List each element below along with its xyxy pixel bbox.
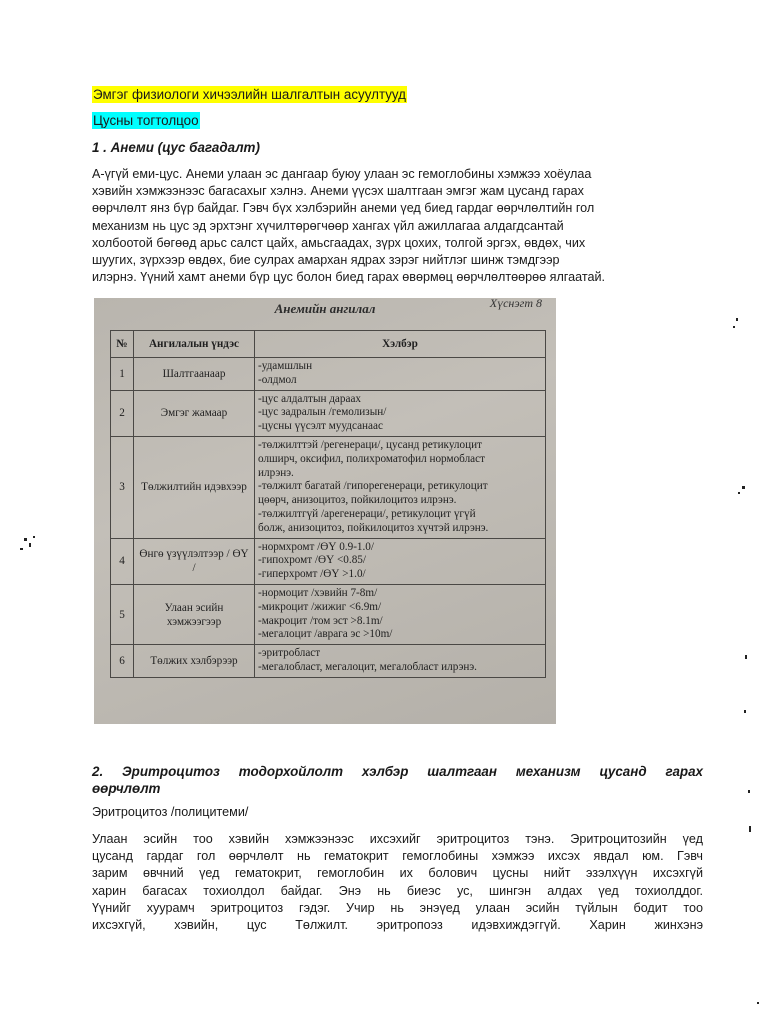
form-item: -төлжилттэй /регенераци/, цусанд ретикулоцит xyxy=(258,438,482,451)
scan-speck xyxy=(20,548,23,550)
paragraph-line: шуугих, зүрхээр өвдөх, бие сулрах амархан ядрах зэрэг нийтлэг шинж тэмдгээр xyxy=(92,253,560,268)
row-basis: Эмгэг жамаар xyxy=(134,390,255,436)
paragraph-line: өөрчлөлт янз бүр байдаг. Гэвч бүх хэлбэрийн анеми үед биед гардаг өөрчлөлтийн гол xyxy=(92,201,595,216)
scan-speck xyxy=(24,538,27,541)
table-row xyxy=(111,538,546,584)
form-item: -нормоцит /хэвийн 7-8m/ xyxy=(258,586,378,599)
row-number: 5 xyxy=(111,584,134,644)
scan-speck xyxy=(736,318,738,321)
form-item: -мегалоцит /аврага эс >10m/ xyxy=(258,628,393,641)
row-basis: Өнгө үзүүлэлтээр / ӨҮ / xyxy=(134,538,255,584)
row-number: 6 xyxy=(111,645,134,678)
scan-speck xyxy=(757,1002,759,1004)
form-item: -удамшлын xyxy=(258,360,313,372)
scan-speck xyxy=(745,655,747,659)
scan-speck xyxy=(749,826,751,832)
form-item: -төлжилт багатай /гипорегенераци, ретикулоцит xyxy=(258,480,488,493)
row-forms xyxy=(255,584,546,644)
table-caption: Анемийн ангилал xyxy=(274,301,376,316)
paragraph-line: харин багасах тохиолдол байдаг. Энэ нь биеэс ус, шингэн алдах үед тохиолддог. xyxy=(92,883,703,898)
question-1-heading: 1 . Анеми (цус багадалт) xyxy=(92,140,260,155)
form-item: -цусны үүсэлт муудсанаас xyxy=(258,420,383,433)
question-1-paragraph xyxy=(92,166,682,286)
form-item: -макроцит /том эст >8.1m/ xyxy=(258,614,383,627)
table-row xyxy=(111,358,546,391)
table-row xyxy=(111,390,546,436)
header-number: № xyxy=(111,331,134,358)
table-row xyxy=(111,584,546,644)
row-basis: Улаан эсийн хэмжээгээр xyxy=(134,584,255,644)
form-item: -микроцит /жижиг <6.9m/ xyxy=(258,600,382,613)
paragraph-line: холбоотой бөгөөд арьс салст цайх, амьсгаадах, зүрх цохих, толгой эргэх, өвдөх, чих xyxy=(92,235,586,250)
paragraph-line: механизм нь цус эд эрхтэнг хүчилтөрөгчөөр хангах үйл ажиллагаа алдагдсантай xyxy=(92,218,564,233)
form-item: -цус алдалтын дараах xyxy=(258,392,362,405)
row-forms xyxy=(255,538,546,584)
question-2-heading xyxy=(92,763,703,797)
table-header-row xyxy=(111,331,546,358)
row-forms xyxy=(255,358,546,391)
row-basis: Төлжилтийн идэвхээр xyxy=(134,436,255,538)
anemia-classification-table xyxy=(110,330,546,678)
paragraph-line: цусанд гардаг гол өөрчлөлт нь гематокрит гемоглобины хэмжээ ихсэх явдал юм. Гэвч xyxy=(92,849,703,864)
question-2-subheading: Эритроцитоз /полицитеми/ xyxy=(92,805,249,819)
form-item: -гипохромт /ӨҮ <0.85/ xyxy=(258,554,366,567)
document-title: Эмгэг физиологи хичээлийн шалгалтын асуултууд xyxy=(93,87,406,102)
question-2-paragraph xyxy=(92,831,703,934)
row-basis: Шалтгаанаар xyxy=(134,358,255,391)
paragraph-line: хэвийн хэмжээнээс багасахыг хэлнэ. Анеми үүсэх шалтгаан эмгэг жам цусанд гарах xyxy=(92,184,584,199)
scan-speck xyxy=(742,486,745,489)
paragraph-line: А-үгүй еми-цус. Анеми улаан эс дангаар буюу улаан эс гемоглобины хэмжээ хоёулаа xyxy=(92,167,592,181)
form-item: -гиперхромт /ӨҮ >1.0/ xyxy=(258,568,366,581)
form-item: -цус задралын /гемолизын/ xyxy=(258,406,387,419)
row-number: 4 xyxy=(111,538,134,584)
form-item: -мегалобласт, мегалоцит, мегалобласт илрэнэ. xyxy=(258,660,477,673)
paragraph-line: Улаан эсийн тоо хэвийн хэмжээнээс ихсэхийг эритроцитоз тэнэ. Эритроцитозийн үед xyxy=(92,832,703,846)
row-number: 2 xyxy=(111,390,134,436)
form-item: болж, анизоцитоз, пойкилоцитоз хүчтэй илрэнэ. xyxy=(258,521,489,534)
heading-line: 2. Эритроцитоз тодорхойлолт хэлбэр шалтгаан механизм цусанд гарах xyxy=(92,764,703,779)
form-item: олширч, оксифил, полихроматофил нормобласт xyxy=(258,452,485,465)
paragraph-line: ихсэхгүй, хэвийн, цус Төлжилт. эритропоэз идэвхиждэггүй. Харин жинхэнэ xyxy=(92,918,703,933)
form-item: -төлжилтгүй /арегенераци/, ретикулоцит үгүй xyxy=(258,507,476,520)
section-label: Цусны тогтолцоо xyxy=(93,113,199,128)
row-forms xyxy=(255,436,546,538)
header-basis: Ангилалын үндэс xyxy=(134,331,255,358)
scan-speck xyxy=(733,326,735,328)
anemia-classification-photo xyxy=(94,298,556,724)
form-item: -олдмол xyxy=(258,373,297,386)
header-forms: Хэлбэр xyxy=(255,331,546,358)
form-item: цөөрч, анизоцитоз, пойкилоцитоз илрэнэ. xyxy=(258,494,457,507)
row-number: 1 xyxy=(111,358,134,391)
paragraph-line: зарим өвчний үед гематокрит, гемоглобин их болович цусны нийт эзэлхүүн ихсэхгүй xyxy=(92,866,703,881)
form-item: -нормхромт /ӨҮ 0.9-1.0/ xyxy=(258,540,375,553)
form-item: илрэнэ. xyxy=(258,466,294,479)
scan-speck xyxy=(744,710,746,713)
scan-speck xyxy=(29,543,31,547)
row-basis: Төлжих хэлбэрээр xyxy=(134,645,255,678)
scan-speck xyxy=(738,492,740,494)
heading-line: өөрчлөлт xyxy=(92,781,161,796)
table-corner-note: Хүснэгт 8 xyxy=(489,298,542,310)
scan-speck xyxy=(33,536,35,538)
table-row xyxy=(111,436,546,538)
row-number: 3 xyxy=(111,436,134,538)
paragraph-line: илэрнэ. Үүний хамт анеми бүр цус болон биед гарах өвөрмөц өөрчлөлтөөрөө ялгаатай. xyxy=(92,270,606,285)
scan-speck xyxy=(748,790,750,793)
table-row xyxy=(111,645,546,678)
row-forms xyxy=(255,390,546,436)
form-item: -эритробласт xyxy=(258,647,321,660)
row-forms xyxy=(255,645,546,678)
paragraph-line: Үүнийг хуурамч эритроцитоз гэдэг. Учир нь энэүед улаан эсийн түйлын бодит тоо xyxy=(92,900,703,915)
